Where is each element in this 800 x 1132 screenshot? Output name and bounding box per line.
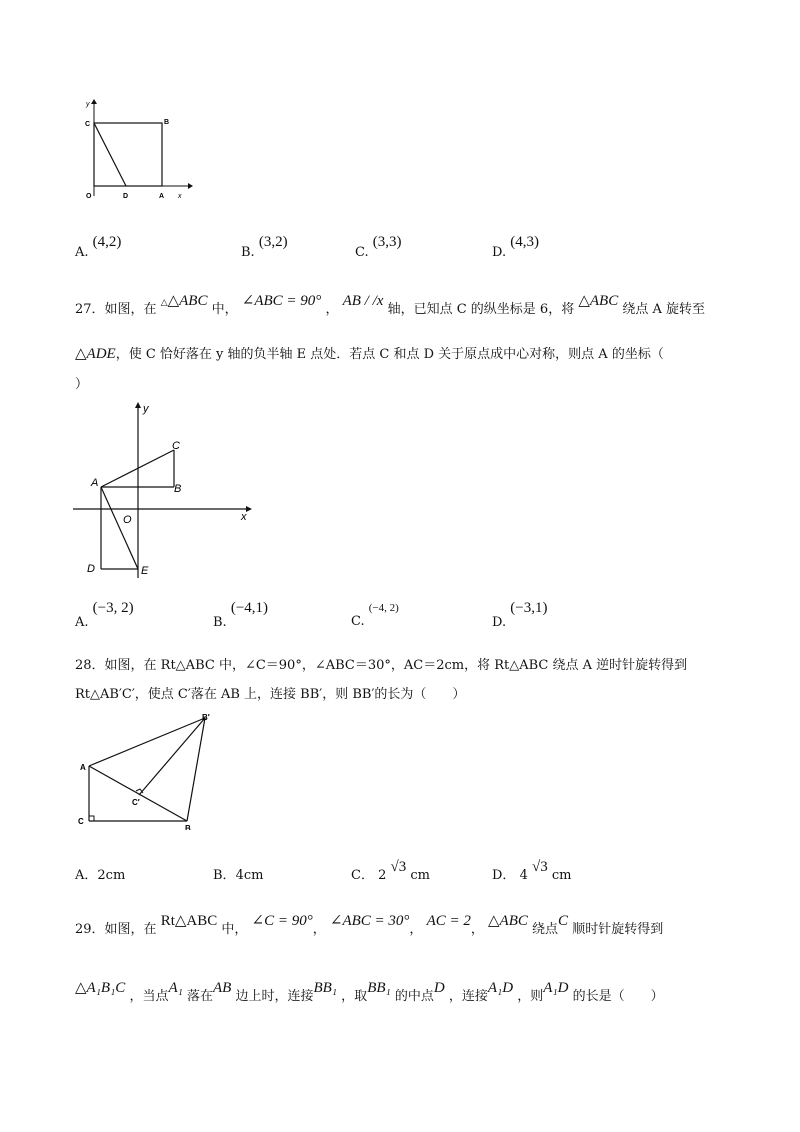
q29-line2: △A₁B₁C ，当点A₁ 落在AB 边上时，连接BB₁ ，取BB₁ 的中点D ，连接A₁D ，则A₁D 的长是（ ）: [75, 980, 664, 1004]
fig26-y: y: [86, 101, 90, 108]
fig26-c: C: [85, 121, 91, 128]
fig26-a: A: [159, 193, 165, 200]
q27-option-d: D. (−3,1): [492, 600, 548, 630]
q28-option-d: D． 4 √3 cm: [492, 859, 572, 883]
fig27-o: O: [123, 514, 132, 526]
q26-figure: [74, 98, 194, 206]
fig28-a: A: [80, 763, 86, 772]
q27-line1: 27．如图，在 △△ABC 中， ∠ABC = 90° ， AB / /x 轴，已知点 C 的纵坐标是 6，将 △ABC 绕点 A 旋转至: [75, 293, 706, 317]
q26-option-d: D. (4,3): [492, 234, 539, 260]
fig26-o: O: [86, 193, 92, 200]
fig26-d: D: [123, 193, 129, 200]
fig27-e: E: [141, 565, 149, 577]
q28-option-a: A．2cm: [75, 868, 126, 883]
fig28-bp: B′: [202, 713, 210, 722]
q27-line2: △ADE，使 C 恰好落在 y 轴的负半轴 E 点处．若点 C 和点 D 关于原点成中心对称，则点 A 的坐标（: [75, 346, 664, 362]
fig27-d: D: [87, 563, 95, 575]
fig28-b: B: [185, 824, 191, 830]
q27-option-b: B. (−4,1): [213, 600, 269, 630]
q27-line3: ）: [75, 377, 89, 392]
fig26-x: x: [178, 193, 182, 200]
q27-figure: [70, 400, 255, 582]
fig27-a: A: [91, 477, 99, 489]
q28-figure: [75, 710, 215, 830]
q27-option-a: A. (−3, 2): [75, 600, 134, 630]
q26-option-c: C. (3,3): [355, 234, 402, 260]
fig27-y: y: [143, 403, 149, 415]
q26-option-a: A. (4,2): [75, 234, 122, 260]
q27-option-c: C. $^{(-4, 2)}$: [351, 602, 399, 629]
fig27-b: B: [174, 483, 182, 495]
fig26-b: B: [164, 119, 170, 126]
fig27-x: x: [241, 511, 247, 523]
fig28-c: C: [78, 817, 84, 826]
fig28-cp: C′: [132, 798, 140, 807]
q28-line1: 28．如图，在 Rt△ABC 中，∠C＝90°，∠ABC＝30°，AC＝2cm，将 Rt△ABC 绕点 A 逆时针旋转得到: [75, 658, 688, 673]
q28-option-c: C． 2 √3 cm: [351, 859, 430, 883]
q26-option-b: B. (3,2): [241, 234, 288, 260]
q29-line1: 29．如图，在 Rt△ABC 中， ∠C = 90°， ∠ABC = 30°， AC = 2， △ABC 绕点C 顺时针旋转得到: [75, 913, 664, 937]
q28-option-b: B．4cm: [213, 868, 264, 883]
q28-line2: Rt△AB′C′，使点 C′落在 AB 上，连接 BB′，则 BB′的长为（ ）: [75, 687, 466, 702]
fig27-c: C: [172, 440, 180, 452]
